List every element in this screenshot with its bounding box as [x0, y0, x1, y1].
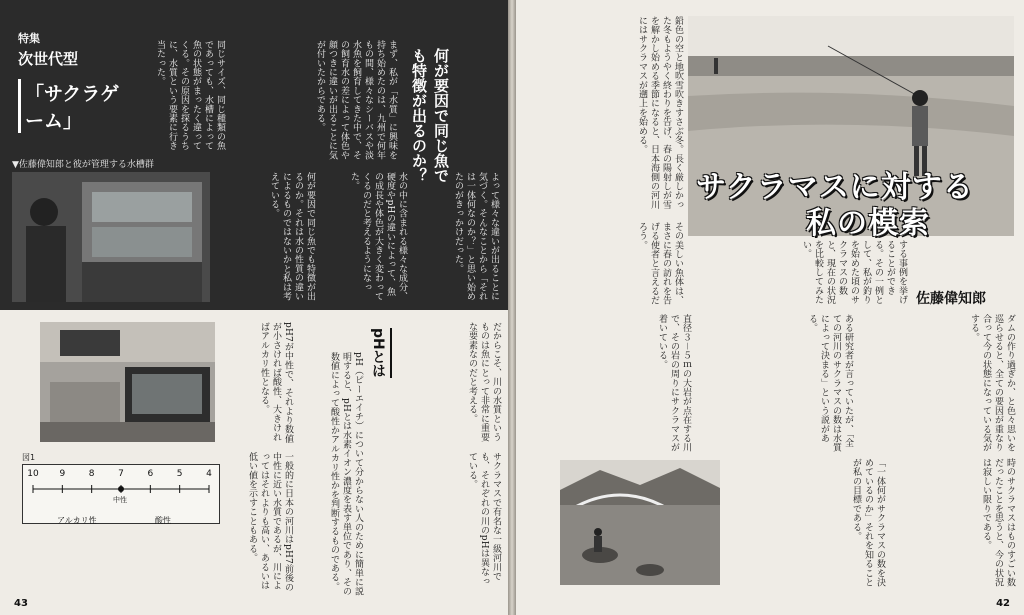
photo-caption: ▼佐藤偉知郎と彼が管理する水槽群: [12, 160, 154, 170]
photo-aquarium-room-image: [12, 172, 210, 302]
ph-tick-label: 7: [118, 469, 124, 479]
body-text-col: その美しい魚体は、まさに春の訪れを告げる使者と言えるだろう。: [637, 222, 683, 305]
photo-tank-equipment: [40, 322, 215, 442]
ph-tick-label: 8: [88, 469, 95, 479]
body-text-col: 同じサイズ、同じ種類の魚であっても、水槽によって魚の状態がまったく違ってくる。その原因を探るうちに、水質という要素に行き当たった。: [155, 40, 225, 151]
series-title: 「サクラゲーム」: [18, 79, 128, 133]
body-text-col: 直径３－５ｍの大岩が点在する川で、その岩の周りにサクラマスが着いている。: [657, 314, 691, 453]
page-number: 42: [996, 598, 1010, 609]
ph-tick-label: 6: [147, 469, 154, 479]
author-byline: 佐藤偉知郎: [916, 291, 986, 307]
body-text-col: 「一体何がサクラマスの数を決めているのか」それを知ることが私の目標である。: [851, 458, 885, 587]
ph-text-col: サクラマスで有名な一級河川でも、それぞれの川のpHは異なっている。: [467, 452, 501, 586]
ph-tick-label: 10: [27, 469, 39, 479]
series-name: 次世代型: [18, 50, 79, 68]
body-text-col: だからこそ、川の水質というものは魚にとって非常に重要な要素なのだと考える。: [467, 322, 501, 442]
article-title-line2: 私の模索: [806, 206, 930, 241]
body-text-col: する事例を挙げることができる。その一例として、私が釣りを始めた頃のサクラマスの数と、現在の状況を比較してみたい。: [801, 240, 907, 305]
photo-tank-equipment-image: [40, 322, 215, 442]
ph-tick-label: 9: [59, 469, 66, 479]
question-heading: 何が要因で同じ魚でも特徴が出るのか？: [410, 48, 450, 183]
body-text-col: 水の中に含まれる様々な成分、硬度やpHの違いによって、魚の成長や体色が大きく変わってくるのだと考えるようになった。: [349, 172, 407, 301]
neutral-label: 中性: [113, 496, 127, 504]
book-gutter: [508, 0, 516, 615]
page-number: 43: [14, 598, 28, 609]
body-text-col: ある研究者が言っていたが、「全ての河川のサクラマスの数は水質によって決まる」という説がある。: [807, 314, 853, 452]
article-title: [696, 170, 974, 242]
body-text-col: 何が要因で同じ魚でも特徴が出るのか。それは水の性質の違いによるものではないかと私は考えている。: [269, 172, 315, 301]
ph-neutral-marker: [118, 486, 124, 492]
left-header-block: [0, 0, 508, 310]
series-tag: 特集: [18, 32, 40, 45]
photo-river-bridge: [560, 460, 720, 585]
ph-tick-label: 4: [206, 469, 212, 479]
ph-text-col: pH7が中性で、それより数値が小さければ酸性、大きければアルカリ性となる。: [259, 322, 293, 444]
ph-text-col: 一般的に日本の河川はpH7前後の中性に近い水質であるが、川によってはそれよりも高い、あるいは低い値を示すこともある。: [247, 452, 293, 592]
right-page: [516, 0, 1024, 615]
acidic-label: 酸性: [155, 516, 171, 525]
alkaline-label: アルカリ性: [57, 516, 97, 525]
left-page: [0, 0, 508, 615]
ph-scale-box: [22, 464, 220, 524]
body-text-col: ダムの作り過ぎか、と色々思いを巡らせると、全ての要因が重なり合って今の状態になっている気がする。: [969, 314, 1015, 452]
ph-section-heading: pHとは: [368, 328, 392, 378]
body-text-col: 鉛色の空と地吹雪吹きすさぶ冬。長く厳しかった冬もようやく終わりを告げ、春の陽射しが雪を解かし始める季節になると、日本海側の河川にはサクラマスが遡上を始める。: [637, 16, 683, 210]
figure-label: 図1: [22, 453, 36, 462]
ph-text-col: pH（ピーエイチ）について分からない人のために簡単に説明すると、pHとは水素イオン濃度を表す単位であり、その数値によって酸性かアルカリ性かを判断するものである。: [329, 352, 363, 597]
photo-aquarium-room: [12, 172, 210, 302]
ph-scale-figure: [22, 452, 218, 525]
series-block: [18, 30, 128, 133]
ph-tick-label: 5: [176, 469, 183, 479]
photo-river-bridge-image: [560, 460, 720, 585]
body-text-col: 時のサクラマスはものすごい数だったことを思うと、今の状況は寂しい限りである。: [981, 458, 1015, 587]
body-text-col: よって様々な違いが出ることに気づく。そんなことから「それは一体何なのか？」と思い始めたのがきっかけだった。: [453, 172, 499, 301]
article-title-line1: サクラマスに対する: [696, 170, 974, 205]
body-text-col: まず、私が「水質」に興味を持ち始めたのは、九州で何年もの間、様々なシーバスや淡水魚を飼育してきた中で、その飼育水の差によって体色や顔つきに違いが出ることに気が付いたからである。: [315, 40, 397, 160]
